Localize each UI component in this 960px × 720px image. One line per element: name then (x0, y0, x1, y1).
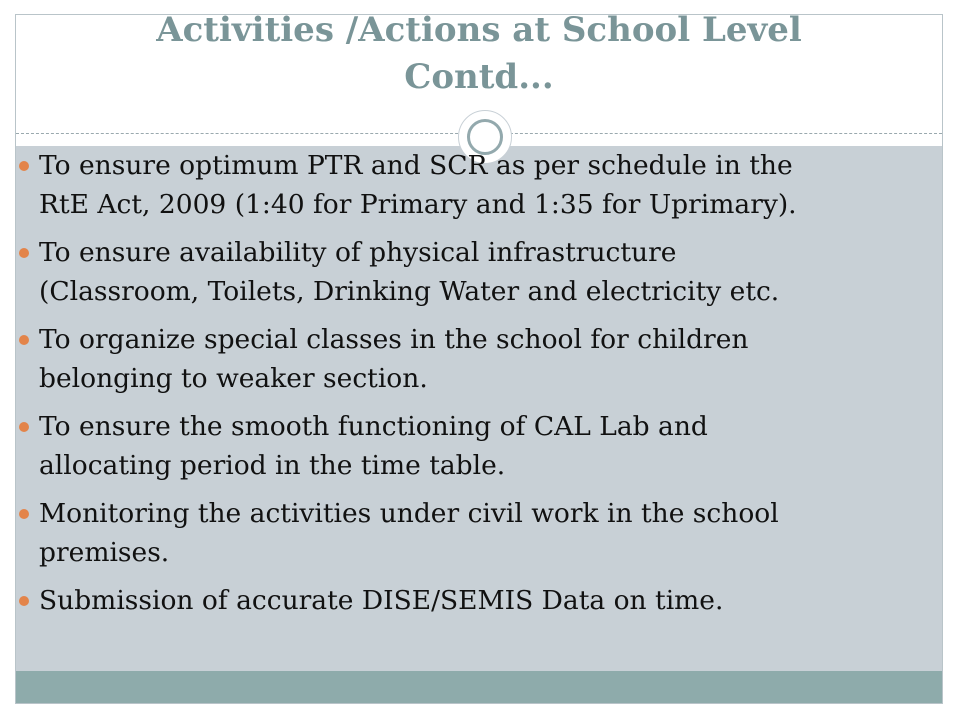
bullet-item-2 (0, 233, 930, 311)
bullet-text-line: (Classroom, Toilets, Drinking Water and electricity etc. (39, 276, 780, 307)
slide-title-line-1: Activities /Actions at School Level (156, 14, 802, 50)
bullet-item-1 (0, 146, 930, 224)
bullet-text-line: To ensure optimum PTR and SCR as per schedule in the (39, 150, 793, 181)
bullet-item-4 (0, 407, 930, 485)
bullet-text-line: Monitoring the activities under civil work in the school (39, 498, 779, 529)
bullet-dot-icon (19, 596, 29, 606)
bullet-dot-icon (19, 509, 29, 519)
bullet-text-line: Submission of accurate DISE/SEMIS Data on time. (39, 585, 724, 616)
bullet-item-5 (0, 494, 930, 572)
bullet-text-line: To ensure availability of physical infrastructure (39, 237, 677, 268)
slide-title-line-2: Contd... (404, 57, 554, 97)
bullet-dot-icon (19, 335, 29, 345)
bullet-text-line: To ensure the smooth functioning of CAL Lab and (39, 411, 708, 442)
bullet-text-line: RtE Act, 2009 (1:40 for Primary and 1:35 for Uprimary). (39, 189, 797, 220)
footer-band (16, 671, 942, 703)
bullet-dot-icon (19, 161, 29, 171)
bullet-item-3 (0, 320, 930, 398)
slide-title (16, 14, 942, 101)
bullet-list (0, 146, 930, 629)
bullet-dot-icon (19, 422, 29, 432)
bullet-item-6 (0, 581, 930, 620)
bullet-dot-icon (19, 248, 29, 258)
bullet-text-line: premises. (39, 537, 170, 568)
bullet-text-line: To organize special classes in the school for children (39, 324, 749, 355)
bullet-text-line: belonging to weaker section. (39, 363, 428, 394)
bullet-text-line: allocating period in the time table. (39, 450, 506, 481)
